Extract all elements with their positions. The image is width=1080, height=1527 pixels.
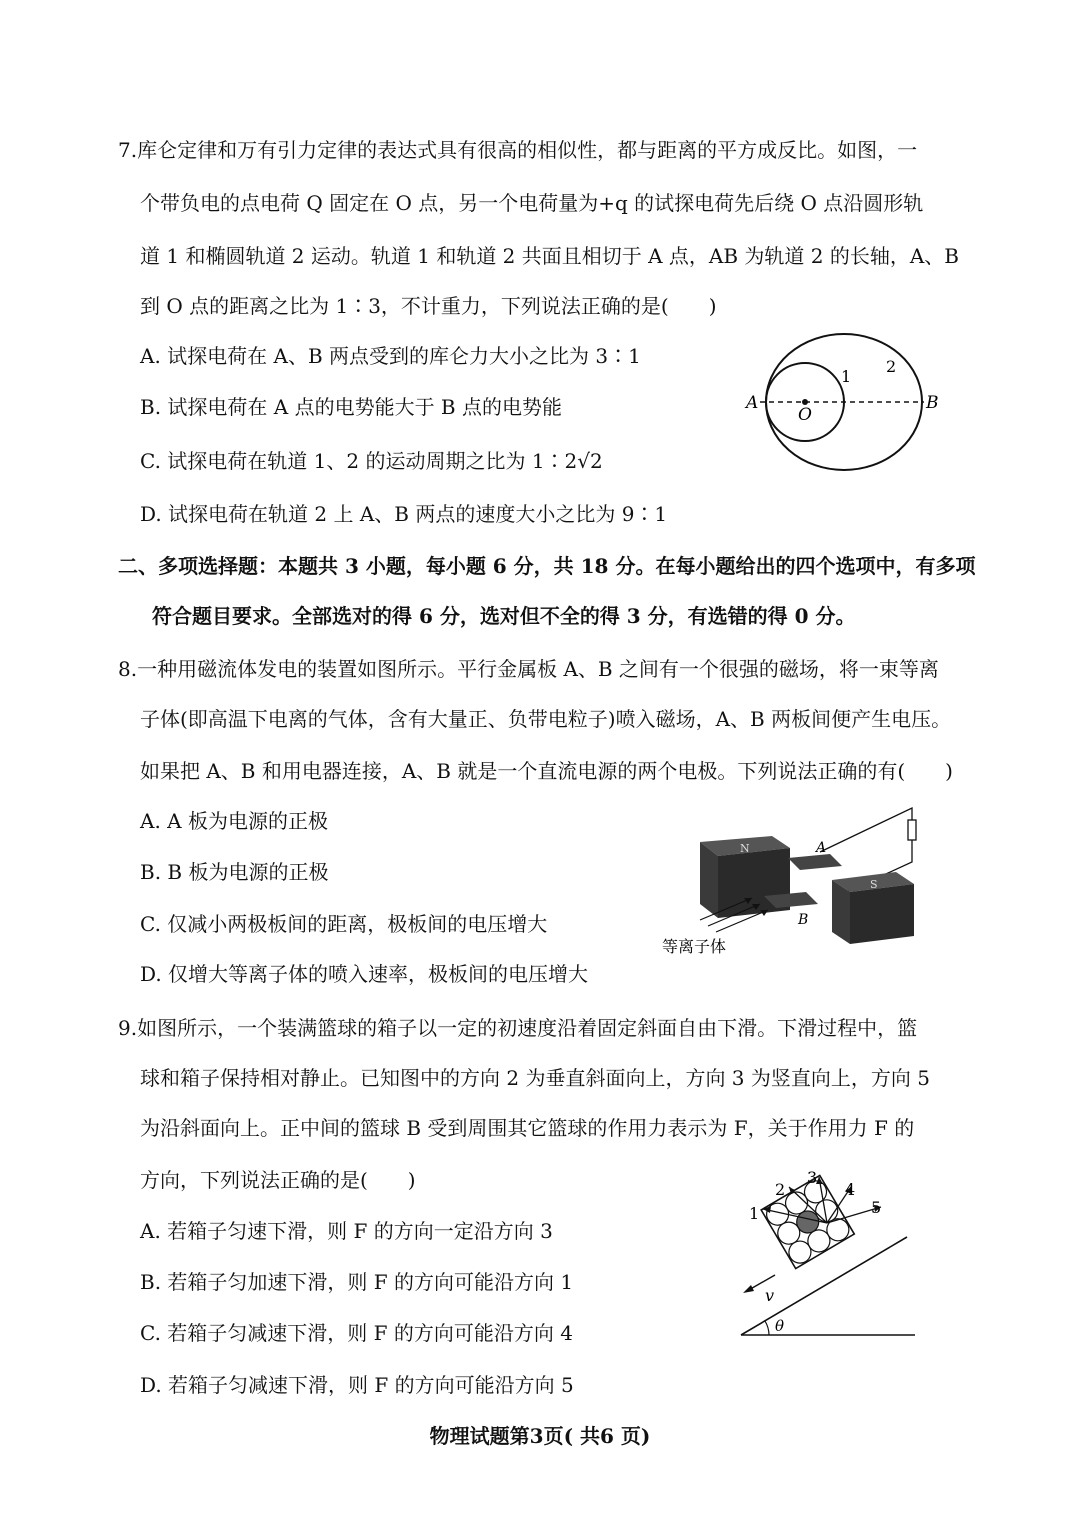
q7-stem-line-2: 个带负电的点电荷 Q 固定在 O 点，另一个电荷量为+q 的试探电荷先后绕 O 点沿圆形轨 [140,191,924,215]
q9-option-c: C. 若箱子匀减速下滑，则 F 的方向可能沿方向 4 [140,1321,573,1345]
q8-option-d: D. 仅增大等离子体的喷入速率，极板间的电压增大 [140,962,589,986]
velocity-arrowhead [743,1285,754,1293]
q7-orbit-figure [740,332,950,492]
q9-stem-line-1: 9.如图所示，一个装满篮球的箱子以一定的初速度沿着固定斜面自由下滑。下滑过程中，篮 [118,1016,918,1040]
label-v: v [765,1286,775,1305]
q9-option-b: B. 若箱子匀加速下滑，则 F 的方向可能沿方向 1 [140,1270,574,1294]
q9-stem-line-2: 球和箱子保持相对静止。已知图中的方向 2 为垂直斜面向上，方向 3 为竖直向上，方向 5 [140,1066,930,1090]
upper-wire [820,808,912,852]
q9-option-a: A. 若箱子匀速下滑，则 F 的方向一定沿方向 3 [140,1219,553,1243]
label-dir-1: 1 [749,1204,760,1223]
q7-option-d: D. 试探电荷在轨道 2 上 A、B 两点的速度大小之比为 9∶1 [140,502,668,526]
label-dir-2: 2 [775,1180,786,1199]
label-o: O [798,405,812,425]
q8-option-b: B. B 板为电源的正极 [140,860,329,884]
theta-arc [765,1321,769,1335]
label-dir-4: 4 [845,1180,856,1199]
label-s: S [870,878,878,891]
q9-stem-line-4: 方向，下列说法正确的是( ) [140,1168,416,1192]
q9-incline-figure [735,1165,925,1345]
q8-stem-line-3: 如果把 A、B 和用电器连接，A、B 就是一个直流电源的两个电极。下列说法正确的有( ) [140,759,953,783]
q8-mhd-generator-figure [660,800,930,965]
q8-option-c: C. 仅减小两极板间的距离，极板间的电压增大 [140,912,548,936]
label-dir-5: 5 [871,1198,882,1217]
q7-stem-line-1: 7.库仑定律和万有引力定律的表达式具有很高的相似性，都与距离的平方成反比。如图，一 [118,138,918,162]
label-theta: θ [775,1317,785,1335]
q7-stem-line-4: 到 O 点的距离之比为 1∶3，不计重力，下列说法正确的是( ) [140,294,717,318]
label-plasma: 等离子体 [662,937,727,956]
q7-option-c: C. 试探电荷在轨道 1、2 的运动周期之比为 1∶2√2 [140,449,603,473]
section-2-heading-line-1: 二、多项选择题：本题共 3 小题，每小题 6 分，共 18 分。在每小题给出的四个选项中，有多项 [118,554,976,578]
q7-option-a: A. 试探电荷在 A、B 两点受到的库仑力大小之比为 3∶1 [140,344,641,368]
q8-option-a: A. A 板为电源的正极 [140,809,328,833]
plate-a [788,854,842,870]
q9-stem-line-3: 为沿斜面向上。正中间的篮球 B 受到周围其它篮球的作用力表示为 F，关于作用力 F 的 [140,1116,915,1140]
label-orbit-2: 2 [886,357,897,376]
label-dir-3: 3 [807,1168,818,1187]
q7-option-b: B. 试探电荷在 A 点的电势能大于 B 点的电势能 [140,395,562,419]
q7-stem-line-3: 道 1 和椭圆轨道 2 运动。轨道 1 和轨道 2 共面且相切于 A 点，AB 为轨道 2 的长轴，A、B [140,244,959,268]
q8-stem-line-2: 子体(即高温下电离的气体，含有大量正、负带电粒子)喷入磁场，A、B 两板间便产生电压。 [140,707,952,731]
page-footer: 物理试题第3页( 共6 页) [429,1424,651,1448]
q8-stem-line-1: 8.一种用磁流体发电的装置如图所示。平行金属板 A、B 之间有一个很强的磁场，将一束等离 [118,657,939,681]
section-2-heading-line-2: 符合题目要求。全部选对的得 6 分，选对但不全的得 3 分，有选错的得 0 分。 [152,604,856,628]
label-orbit-1: 1 [841,367,852,386]
s-magnet-side [850,884,914,944]
label-n: N [740,842,750,855]
resistor [908,820,916,840]
label-plate-a: A [816,840,827,856]
label-plate-b: B [798,912,809,928]
label-a: A [746,393,759,413]
q9-option-d: D. 若箱子匀减速下滑，则 F 的方向可能沿方向 5 [140,1373,574,1397]
label-b: B [926,393,939,413]
